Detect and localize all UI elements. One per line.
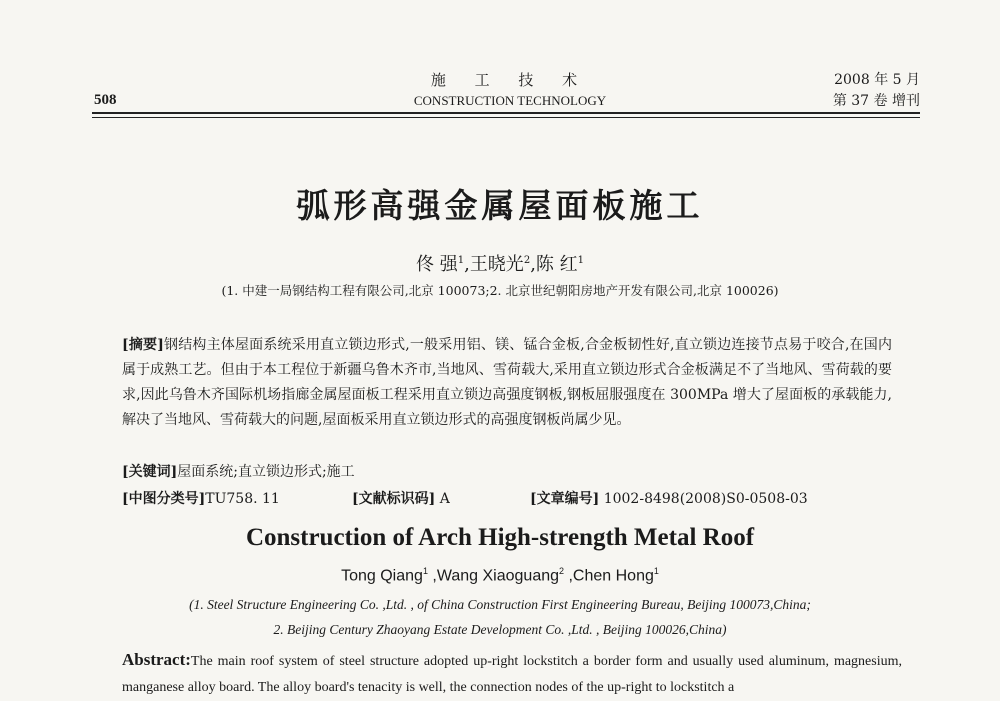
author-affil-mark: 2 (559, 566, 565, 576)
keywords-label: [关键词] (122, 464, 178, 480)
author-name: 陈 红 (535, 254, 578, 275)
author-affil-mark: 1 (457, 255, 465, 266)
abstract-en (122, 647, 902, 701)
journal-title (380, 70, 640, 110)
header-rule-thick (92, 112, 920, 114)
journal-title-cn: 施 工 技 术 (430, 71, 590, 89)
article-title-en: Construction of Arch High-strength Metal Roof (245, 524, 755, 551)
author-name-en: Chen Hong (572, 567, 654, 585)
author-name: 佟 强 (415, 254, 458, 275)
affiliation-en-2: 2. Beijing Century Zhaoyang Estate Development Co. ,Ltd. , Beijing 100026,China) (273, 622, 727, 637)
author-separator: , (530, 254, 536, 275)
author-separator: , (564, 567, 573, 585)
keywords-text: 屋面系统;直立锁边形式;施工 (177, 464, 355, 480)
journal-title-en: CONSTRUCTION TECHNOLOGY (413, 93, 607, 108)
author-name-en: Wang Xiaoguang (436, 567, 560, 585)
abstract-cn-text: 钢结构主体屋面系统采用直立锁边形式,一般采用铝、镁、锰合金板,合金板韧性好,直立锁边连接节点易于咬合,在国内属于成熟工艺。但由于本工程位于新疆乌鲁木齐市,当地风、雪荷载大,采用直立锁边形式合金板满足不了当地风、雪荷载的要求,因此乌鲁木齐国际机场指廊金属屋面板工程采用直立锁边高强度钢板,钢板屈服强度在 300MPa 增大了屋面板的承载能力,解决了当地风、雪荷载大的问题,屋面板采用直立锁边形式的高强度钢板尚属少见。 (122, 337, 892, 428)
author-separator: , (427, 567, 437, 585)
doc-code-label: [文献标识码] (352, 491, 436, 507)
author-name-en: Tong Qiang (341, 567, 423, 585)
article-id-label: [文章编号] (530, 491, 600, 507)
author-name: 王晓光 (469, 254, 524, 275)
abstract-cn (122, 333, 892, 433)
author-affil-mark: 1 (653, 566, 659, 576)
issue-date: 2008 年 5 月 (834, 72, 920, 88)
clc-label: [中图分类号] (122, 491, 206, 507)
page-number: 508 (94, 92, 117, 108)
abstract-cn-label: [摘要] (122, 337, 164, 353)
clc-code (122, 488, 280, 508)
article-id (530, 488, 808, 508)
author-affil-mark: 1 (577, 255, 585, 266)
article-title-cn: 弧形高强金属屋面板施工 (296, 186, 704, 225)
doc-code (352, 488, 450, 508)
issue-volume: 第 37 卷 增刊 (832, 93, 920, 109)
author-affil-mark: 1 (422, 566, 428, 576)
author-separator: , (464, 254, 470, 275)
doc-code-value: A (439, 491, 450, 507)
authors-en (0, 566, 1000, 585)
header-rule-thin (92, 117, 920, 118)
abstract-en-label: Abstract: (122, 650, 191, 669)
affiliation-en-1: (1. Steel Structure Engineering Co. ,Ltd. , of China Construction First Engineering Bureau, Beijing 100073,China; (189, 597, 811, 612)
issue-info (833, 70, 920, 112)
article-id-value: 1002-8498(2008)S0-0508-03 (603, 491, 808, 507)
authors-cn (0, 250, 1000, 276)
author-affil-mark: 2 (523, 255, 531, 266)
affiliations-cn: (1. 中建一局钢结构工程有限公司,北京 100073;2. 北京世纪朝阳房地产开发有限公司,北京 100026) (221, 283, 779, 298)
clc-value: TU758. 11 (205, 491, 280, 507)
abstract-en-text: The main roof system of steel structure adopted up-right lockstitch a border form and usually used aluminum, magnesium, manganese alloy board. The alloy board's tenacity is well, the connection nodes of the up-right to lockstitch a (122, 654, 902, 695)
keywords (122, 461, 355, 481)
